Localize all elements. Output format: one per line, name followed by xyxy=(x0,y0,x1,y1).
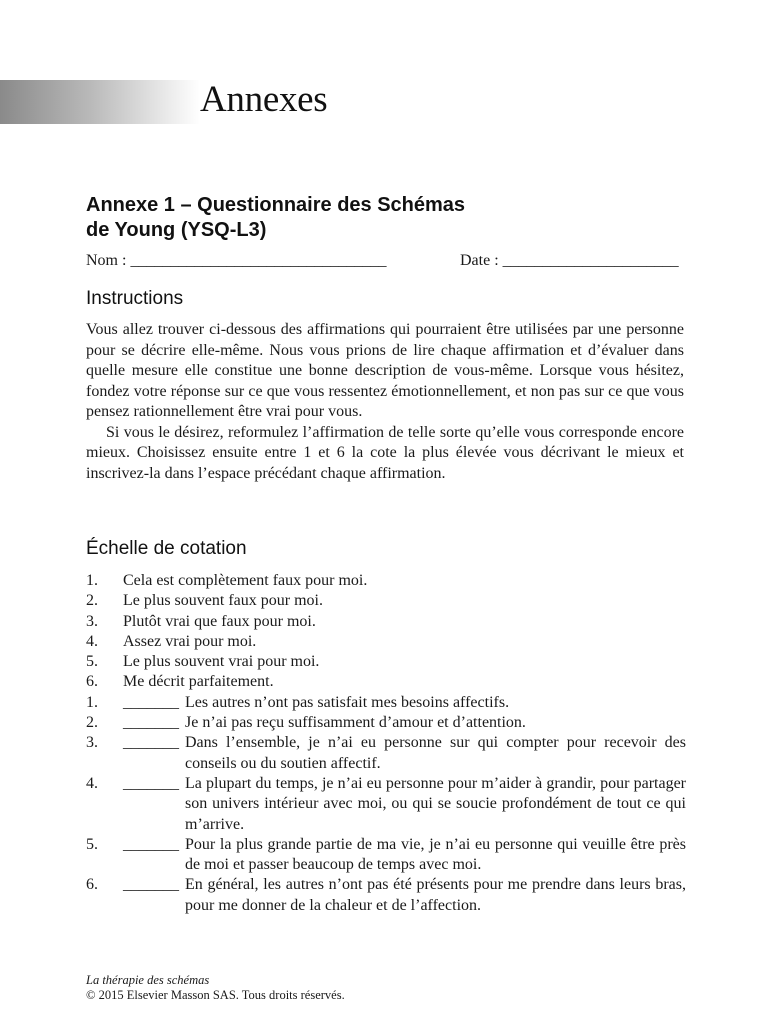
question-text: En général, les autres n’ont pas été présents pour me prendre dans leurs bras, pour me donner de la chaleur et de l’affection. xyxy=(185,876,686,914)
question-item xyxy=(86,693,686,713)
answer-blank[interactable]: _______ xyxy=(123,835,179,853)
scale-option xyxy=(86,632,686,652)
annex-title-line-2: de Young (YSQ-L3) xyxy=(86,219,267,241)
name-label: Nom : xyxy=(86,252,127,269)
scale-option-number: 1. xyxy=(86,572,98,589)
name-field[interactable] xyxy=(86,252,386,270)
page-footer xyxy=(86,973,345,1003)
chapter-title: Annexes xyxy=(200,79,328,120)
answer-blank[interactable]: _______ xyxy=(123,876,179,894)
scale-option xyxy=(86,571,686,591)
question-number: 2. xyxy=(86,714,98,732)
name-blank[interactable]: ________________________________ xyxy=(130,252,387,269)
answer-blank[interactable]: _______ xyxy=(123,734,179,752)
scale-option-text: Plutôt vrai que faux pour moi. xyxy=(123,612,316,630)
scale-option-number: 5. xyxy=(86,653,98,671)
date-blank[interactable]: ______________________ xyxy=(502,252,679,269)
scale-option-number: 2. xyxy=(86,592,98,610)
question-item xyxy=(86,733,686,774)
scale-option xyxy=(86,652,686,672)
scale-and-questions-list xyxy=(86,571,686,916)
annex-title xyxy=(86,193,465,243)
instructions-paragraph-1: Vous allez trouver ci-dessous des affirmations qui pourraient être utilisées par une personne pour se décrire elle-même. Nous vous prions de lire chaque affirmation et d’évaluer dans quelle mesure elle constitue une bonne description de vous-même. Lorsque vous hésitez, fondez votre réponse sur ce que vous ressentez émotionnellement, et non pas sur ce que vous pensez rationnellement être vrai pour vous. xyxy=(86,321,684,420)
question-number: 6. xyxy=(86,876,98,894)
scale-option-number: 6. xyxy=(86,673,98,691)
question-text: Pour la plus grande partie de ma vie, je n’ai eu personne qui veuille être près de moi et passer beaucoup de temps avec moi. xyxy=(185,835,686,874)
date-label: Date : xyxy=(460,252,499,269)
question-text: Les autres n’ont pas satisfait mes besoins affectifs. xyxy=(185,693,510,711)
answer-blank[interactable]: _______ xyxy=(123,714,179,732)
scale-option-number: 4. xyxy=(86,632,98,650)
question-item xyxy=(86,774,686,835)
scale-option-text: Me décrit parfaitement. xyxy=(123,673,274,691)
instructions-body xyxy=(86,320,684,484)
footer-book-title: La thérapie des schémas xyxy=(86,973,210,987)
header-gradient-bar xyxy=(0,80,200,124)
scale-heading: Échelle de cotation xyxy=(86,538,247,559)
annex-title-line-1: Annexe 1 – Questionnaire des Schémas xyxy=(86,194,466,216)
question-number: 5. xyxy=(86,835,98,853)
question-number: 4. xyxy=(86,774,98,792)
scale-option-text: Cela est complètement faux pour moi. xyxy=(123,572,368,589)
question-text: Je n’ai pas reçu suffisamment d’amour et d’attention. xyxy=(185,714,526,732)
instructions-paragraph-2: Si vous le désirez, reformulez l’affirmation de telle sorte qu’elle vous corresponde encore mieux. Choisissez ensuite entre 1 et 6 la cote la plus élevée vous décrivant le mieux et inscrivez-la dans l’espace précédant chaque affirmation. xyxy=(86,423,684,482)
scale-option-text: Le plus souvent vrai pour moi. xyxy=(123,653,320,671)
answer-blank[interactable]: _______ xyxy=(123,774,179,792)
scale-option xyxy=(86,591,686,611)
date-field[interactable] xyxy=(460,252,679,270)
footer-copyright: © 2015 Elsevier Masson SAS. Tous droits réservés. xyxy=(86,988,345,1002)
scale-option xyxy=(86,672,686,692)
question-item xyxy=(86,835,686,876)
question-text: La plupart du temps, je n’ai eu personne pour m’aider à grandir, pour partager son univers intérieur avec moi, ou qui se soucie profondément de tout ce qui m’arrive. xyxy=(185,774,686,833)
question-number: 3. xyxy=(86,734,98,752)
instructions-heading: Instructions xyxy=(86,288,184,309)
question-item xyxy=(86,713,686,733)
question-text: Dans l’ensemble, je n’ai eu personne sur qui compter pour recevoir des conseils ou du soutien affectif. xyxy=(185,734,686,772)
scale-option xyxy=(86,612,686,632)
scale-option-text: Le plus souvent faux pour moi. xyxy=(123,592,323,610)
answer-blank[interactable]: _______ xyxy=(123,693,179,711)
question-number: 1. xyxy=(86,693,98,711)
scale-option-number: 3. xyxy=(86,612,98,630)
question-item xyxy=(86,875,686,916)
scale-option-text: Assez vrai pour moi. xyxy=(123,632,257,650)
